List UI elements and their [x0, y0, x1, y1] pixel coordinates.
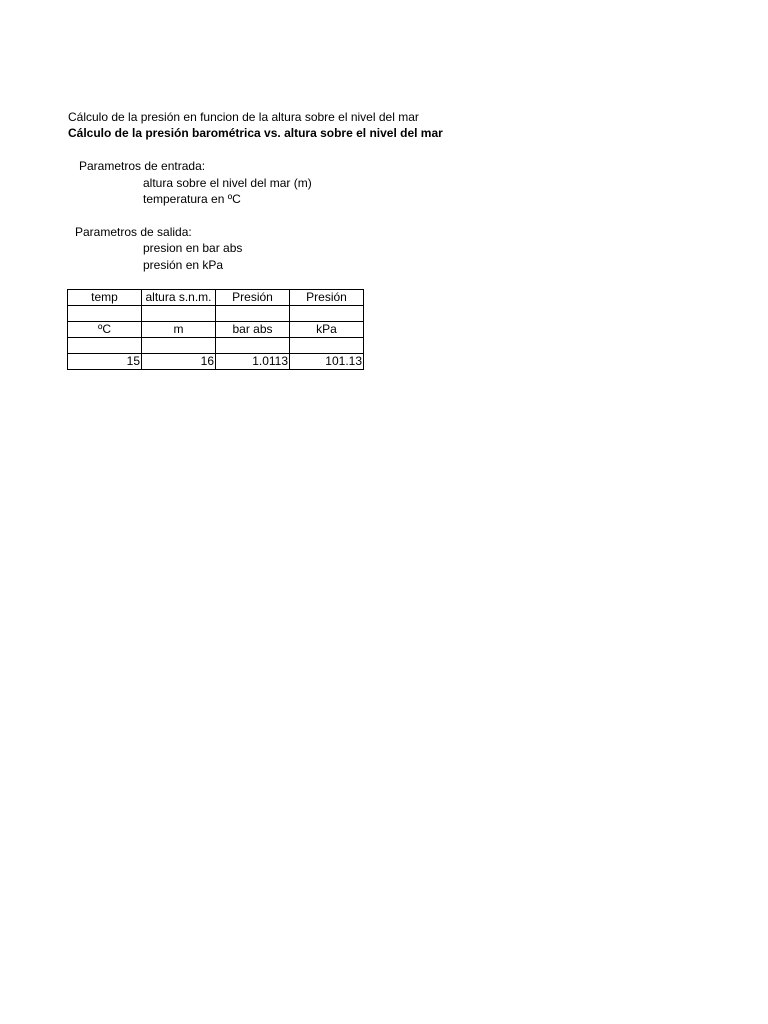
table-header-row [68, 290, 364, 306]
table-values-row [68, 354, 364, 370]
header-cell-altitude[interactable]: altura s.n.m. [142, 290, 216, 306]
unit-cell-pressure-kpa[interactable]: kPa [290, 322, 364, 338]
empty-cell[interactable] [142, 306, 216, 322]
empty-cell[interactable] [216, 306, 290, 322]
output-param-kpa: presión en kPa [143, 258, 224, 272]
input-param-altitude: altura sobre el nivel del mar (m) [143, 176, 312, 190]
unit-cell-pressure-bar[interactable]: bar abs [216, 322, 290, 338]
table-empty-row [68, 306, 364, 322]
empty-cell[interactable] [68, 338, 142, 354]
unit-cell-altitude[interactable]: m [142, 322, 216, 338]
header-cell-pressure-kpa[interactable]: Presión [290, 290, 364, 306]
table-empty-row [68, 338, 364, 354]
input-param-temperature: temperatura en ºC [143, 192, 241, 206]
header-cell-pressure-bar[interactable]: Presión [216, 290, 290, 306]
empty-cell[interactable] [290, 338, 364, 354]
value-cell-pressure-kpa[interactable]: 101.13 [290, 354, 364, 370]
page-subtitle: Cálculo de la presión barométrica vs. altura sobre el nivel del mar [68, 126, 443, 140]
empty-cell[interactable] [290, 306, 364, 322]
table-units-row [68, 322, 364, 338]
input-params-heading: Parametros de entrada: [79, 159, 206, 173]
value-cell-pressure-bar[interactable]: 1.0113 [216, 354, 290, 370]
empty-cell[interactable] [142, 338, 216, 354]
empty-cell[interactable] [216, 338, 290, 354]
value-cell-altitude[interactable]: 16 [142, 354, 216, 370]
unit-cell-temp[interactable]: ºC [68, 322, 142, 338]
page-title: Cálculo de la presión en funcion de la altura sobre el nivel del mar [68, 110, 419, 124]
pressure-table [67, 289, 364, 370]
output-param-bar: presion en bar abs [143, 241, 243, 255]
header-cell-temp[interactable]: temp [68, 290, 142, 306]
value-cell-temp[interactable]: 15 [68, 354, 142, 370]
empty-cell[interactable] [68, 306, 142, 322]
output-params-heading: Parametros de salida: [75, 225, 192, 239]
